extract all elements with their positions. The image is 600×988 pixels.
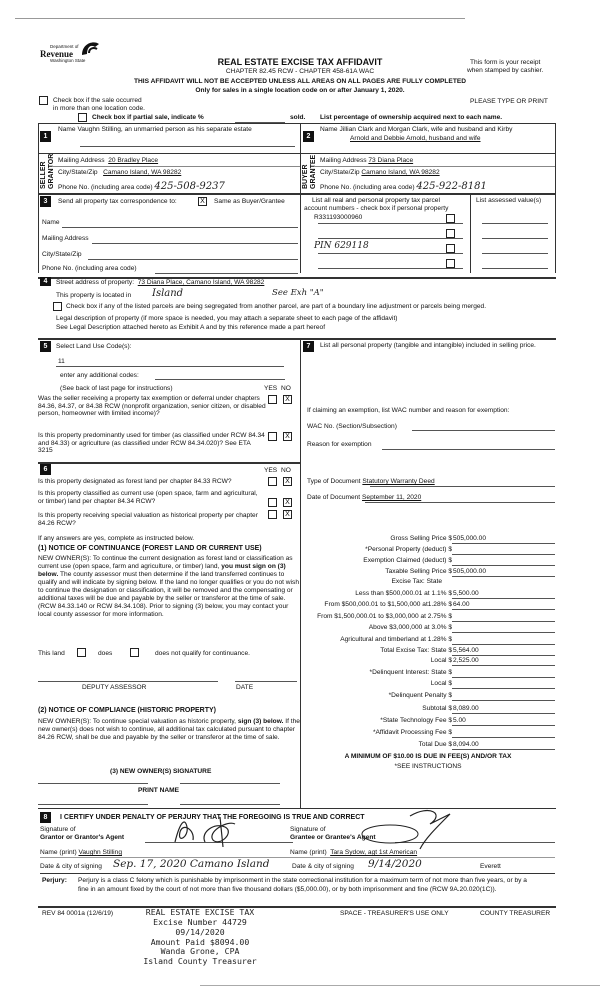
form-revision: REV 84 0001a (12/6/19)	[42, 910, 114, 917]
divider	[314, 166, 555, 167]
logo-dept: Department of	[50, 44, 79, 49]
divider	[470, 193, 471, 273]
does-not-label: does not qualify for continuance.	[155, 650, 250, 657]
tax-row-value[interactable]: 5,564.00	[453, 647, 479, 654]
seller-side-label: SELLER GRANTOR	[40, 153, 55, 189]
scan-edge	[200, 985, 600, 986]
label: Name	[320, 126, 338, 133]
stamp-line: Wanda Grone, CPA	[160, 946, 240, 957]
tax-row-label: *Delinquent Penalty $	[388, 692, 452, 699]
additional-codes-label: enter any additional codes:	[60, 372, 139, 379]
buyer-name[interactable]: Jillian Clark and Morgan Clark, wife and husband and Kirby	[339, 126, 513, 133]
personal-property-checkbox[interactable]	[446, 259, 455, 268]
tax-row-label: *Affidavit Processing Fee $	[372, 729, 452, 736]
corr-mailing-label: Mailing Address	[42, 235, 89, 242]
logo-name: Revenue	[40, 49, 73, 59]
divider	[38, 193, 556, 195]
parcels-header-2: account numbers - check box if personal property	[304, 205, 449, 212]
located-label: This property is located in	[56, 292, 132, 299]
notice-continuance-text: NEW OWNER(S): To continue the current designation as forest land or classification as current use (open space, farm and agriculture, or timber) land, you must sign on (3) below. The county assessor must then determine if the land transferred continues to qualify and will indicate by signing below. If the land no longer qualifies or you do not wish to continue the designation or classification, it will be removed and the compensating or additional taxes will be due and payable by the seller or transferor at the time of sale. (RCW 84.33.140 or RCW 84.34.108). Prior to signing (3) below, you may contact your local county assessor for more information.	[38, 555, 299, 619]
divider	[52, 166, 300, 167]
date-line[interactable]	[235, 681, 297, 682]
grantor-signature	[165, 812, 255, 852]
logo-swoosh-icon	[79, 38, 101, 58]
divider	[38, 123, 556, 124]
tax-row-label: Less than $500,000.01 at 1.1% $	[355, 590, 452, 597]
divider	[290, 857, 555, 858]
tax-row-line	[452, 576, 555, 577]
forest-yes-checkbox[interactable]	[268, 477, 277, 486]
print-name-line[interactable]	[38, 804, 148, 805]
does-not-qualify-checkbox[interactable]	[130, 648, 139, 657]
segregated-checkbox[interactable]	[53, 302, 62, 311]
scan-edge	[15, 18, 465, 19]
land-use-label: Select Land Use Code(s):	[56, 343, 132, 350]
tax-row-value[interactable]: 8,094.00	[453, 741, 479, 748]
tax-row-label: Above $3,000,000 at 3.0% $	[368, 624, 452, 631]
tax-row-label: Taxable Selling Price $	[385, 568, 452, 575]
sold-label: sold.	[290, 114, 306, 121]
tax-row-label: Local $	[430, 680, 452, 687]
current-use-question: Is this property classified as current use (open space, farm and agricultural, or timber) land per chapter 84.34 RCW?	[38, 490, 258, 505]
exemption-label: If claiming an exemption, list WAC number and reason for exemption:	[307, 407, 510, 414]
tax-row-line	[452, 565, 555, 566]
tax-row-label: Gross Selling Price $	[390, 535, 452, 542]
tax-row-value[interactable]: 2,525.00	[453, 657, 479, 664]
multi-location-label: Check box if the sale occurred	[53, 97, 142, 104]
historic-no-checkbox[interactable]: X	[283, 510, 292, 519]
divider	[300, 123, 301, 273]
property-street[interactable]: 73 Diana Place, Camano Island, WA 98282	[137, 279, 265, 286]
warning: THIS AFFIDAVIT WILL NOT BE ACCEPTED UNLESS ALL AREAS ON ALL PAGES ARE FULLY COMPLETED	[133, 78, 467, 85]
county-treasurer-label: COUNTY TREASURER	[480, 910, 551, 917]
label: Phone No. (including area code)	[320, 184, 415, 191]
print-name-label: PRINT NAME	[138, 787, 180, 794]
forest-question: Is this property designated as forest land per chapter 84.33 RCW?	[38, 478, 232, 485]
current-use-no-checkbox[interactable]: X	[283, 498, 292, 507]
only-for: Only for sales in a single location code on or after January 1, 2020.	[195, 87, 405, 94]
tax-row-label: Agricultural and timberland at 1.28% $	[340, 636, 452, 643]
send-correspondence-label: Send all property tax correspondence to:	[58, 198, 177, 205]
corr-mailing-field[interactable]	[92, 243, 298, 244]
label: Street address of property:	[56, 279, 135, 286]
divider	[38, 462, 300, 464]
assessed-value-field[interactable]	[482, 238, 548, 239]
label: City/State/Zip	[58, 169, 98, 176]
grantor-print-name[interactable]: Vaughn Stilling	[78, 849, 122, 856]
parcel-number[interactable]: PIN 629118	[314, 241, 369, 251]
seller-phone[interactable]: 425-508-9237	[154, 181, 225, 192]
grantee-print-name[interactable]: Tara Sydow, agt 1st American	[330, 849, 418, 856]
yes-header: YES	[264, 467, 278, 474]
q1-yes-checkbox[interactable]	[268, 395, 277, 404]
personal-property-label: List all personal property (tangible and intangible) included in selling price.	[320, 342, 536, 349]
divider	[38, 338, 556, 340]
divider	[38, 153, 556, 154]
seller-name-label: Name Vaughn Stilling, an unmarried person as his separate estate	[58, 126, 252, 133]
logo-state: Washington State	[50, 58, 86, 63]
corr-name-field[interactable]	[62, 227, 298, 228]
tax-row-line	[452, 554, 555, 555]
tax-row-label: *State Technology Fee $	[380, 717, 452, 724]
partial-sale-checkbox[interactable]	[78, 113, 87, 122]
located-county[interactable]: Island	[152, 288, 184, 299]
parcels-header: List all real and personal property tax parcel	[312, 197, 440, 204]
tax-row-line	[452, 688, 555, 689]
historic-yes-checkbox[interactable]	[268, 510, 277, 519]
form-title: REAL ESTATE EXCISE TAX AFFIDAVIT	[217, 57, 383, 67]
segregated-label: Check box if any of the listed parcels are being segregated from another parcel, are part of a boundary line adjustment or parcels being merged.	[66, 303, 487, 310]
multi-location-checkbox[interactable]	[39, 96, 48, 105]
assessed-value-field[interactable]	[482, 223, 548, 224]
does-qualify-checkbox[interactable]	[77, 648, 86, 657]
sig-of-label: Signature of	[40, 826, 76, 833]
assessed-value-field[interactable]	[482, 253, 548, 254]
multi-location-label-2: in more than one location code.	[53, 105, 146, 112]
list-pct-note: List percentage of ownership acquired next to each name.	[320, 114, 503, 121]
legal-desc-label: Legal description of property (if more space is needed, you may attach a separate sheet to each page of the affidavit)	[56, 315, 398, 322]
yes-header: YES	[264, 385, 278, 392]
reason-field[interactable]	[382, 449, 555, 450]
tax-row-line	[452, 609, 555, 610]
wac-field[interactable]	[412, 430, 555, 431]
label: Phone No. (including area code)	[58, 184, 153, 191]
corr-phone-field[interactable]	[155, 273, 298, 274]
forest-no-checkbox[interactable]: X	[283, 477, 292, 486]
grantor-agent-label: Grantor or Grantor's Agent	[40, 834, 125, 841]
tax-row-line	[452, 737, 555, 738]
no-header: NO	[281, 385, 291, 392]
personal-property-checkbox[interactable]	[446, 244, 455, 253]
buyer-name-2[interactable]: Arnold and Debbie Arnold, husband and wife	[350, 135, 481, 142]
certify-statement: I CERTIFY UNDER PENALTY OF PERJURY THAT THE FOREGOING IS TRUE AND CORRECT	[60, 814, 365, 821]
same-as-buyer-label: Same as Buyer/Grantee	[214, 198, 285, 205]
grantor-date-city[interactable]: Sep. 17, 2020 Camano Island	[113, 858, 270, 870]
wac-label: WAC No. (Section/Subsection)	[307, 423, 397, 430]
corr-city-field[interactable]	[88, 259, 298, 260]
tax-row-line	[452, 749, 555, 750]
section-2-number: 2	[303, 131, 314, 142]
corr-city-label: City/State/Zip	[42, 251, 82, 258]
q1-no-checkbox[interactable]: X	[283, 395, 292, 404]
date-city-label: Date & city of signing	[40, 863, 102, 870]
section-4-number: 4	[40, 277, 51, 286]
corr-name-label: Name	[42, 219, 60, 226]
tax-row-value[interactable]: 505,000.00	[453, 568, 487, 575]
please-print: PLEASE TYPE OR PRINT	[470, 98, 548, 105]
receipt-note: This form is your receipt	[470, 59, 541, 66]
buyer-mailing[interactable]: 73 Diana Place	[368, 157, 414, 164]
does-label: does	[98, 650, 113, 657]
assessed-value-field[interactable]	[482, 268, 548, 269]
label: Mailing Address	[320, 157, 367, 164]
sig-of-label-2: Signature of	[290, 826, 326, 833]
chapter: CHAPTER 82.45 RCW - CHAPTER 458-61A WAC	[225, 68, 375, 75]
this-land-label: This land	[38, 650, 65, 657]
section-8-number: 8	[40, 812, 51, 823]
divider	[555, 123, 556, 273]
tax-row-line	[452, 598, 555, 599]
seller-mailing[interactable]: 20 Bradley Place	[108, 157, 159, 164]
corr-phone-label: Phone No. (including area code)	[42, 265, 137, 272]
treasurer-stamp	[130, 908, 270, 967]
parcel-line	[318, 223, 463, 224]
new-owner-sig-line[interactable]	[38, 783, 148, 784]
tax-row-line	[452, 700, 555, 701]
tax-row-value[interactable]: 8,089.00	[453, 705, 479, 712]
section-6-number: 6	[40, 464, 51, 475]
divider	[38, 808, 556, 809]
print-name-line-2[interactable]	[180, 804, 280, 805]
partial-sale-label: Check box if partial sale, indicate %	[92, 114, 204, 121]
tax-row-line	[452, 725, 555, 726]
no-header: NO	[281, 467, 291, 474]
section-7-number: 7	[303, 341, 314, 352]
divider	[38, 123, 39, 273]
land-use-code[interactable]: 11	[58, 358, 65, 365]
tax-row-line	[452, 655, 555, 656]
current-use-yes-checkbox[interactable]	[268, 498, 277, 507]
legal-desc[interactable]: See Legal Description attached hereto as Exhibit A and by this reference made a part hereof	[56, 324, 326, 331]
tax-row-line	[452, 644, 555, 645]
deputy-sig-line[interactable]	[38, 681, 218, 682]
tax-row-value[interactable]: 5.00	[453, 717, 466, 724]
stamp-line: Amount Paid $8094.00	[150, 936, 250, 947]
divider	[40, 873, 555, 874]
doc-date[interactable]: September 11, 2020	[362, 494, 422, 501]
notice-compliance-title: (2) NOTICE OF COMPLIANCE (HISTORIC PROPERTY)	[38, 707, 216, 714]
tax-row-label: Exemption Claimed (deduct) $	[363, 557, 452, 564]
label: Date of Document	[307, 494, 361, 501]
seller-name[interactable]: Vaughn Stilling, an unmarried person as his separate estate	[77, 126, 252, 133]
label: Mailing Address	[58, 157, 105, 164]
notice-compliance-text: NEW OWNER(S): To continue special valuation as historic property, sign (3) below. If the new owner(s) does not wish to continue, all additional tax calculated pursuant to chapter 84.26 RCW, shall be due and payable by the seller or transferor at the time of sale.	[38, 718, 300, 742]
personal-property-checkbox[interactable]	[446, 229, 455, 238]
parcel-line	[318, 253, 463, 254]
see-exhibit-note: See Exh "A"	[272, 288, 324, 298]
tax-row-line	[452, 621, 555, 622]
same-as-buyer-checkbox[interactable]: X	[198, 197, 207, 206]
buyer-side-label: BUYER GRANTEE	[302, 154, 317, 189]
receipt-note-2: when stamped by cashier.	[467, 67, 544, 74]
tax-row-label: Total Excise Tax: State $	[380, 647, 452, 654]
stamp-line: 09/14/2020	[175, 926, 225, 937]
tax-row-label: Total Due $	[418, 741, 452, 748]
minimum-due-note: A MINIMUM OF $10.00 IS DUE IN FEE(S) AND/OR TAX	[344, 753, 512, 760]
grantee-city[interactable]: Everett	[480, 863, 501, 870]
see-back-note: (See back of last page for instructions)	[60, 385, 173, 392]
label: Name (print)	[290, 849, 327, 856]
divider	[370, 486, 555, 487]
label: Name (print)	[40, 849, 77, 856]
personal-property-checkbox[interactable]	[446, 214, 455, 223]
q2-no-checkbox[interactable]: X	[283, 432, 292, 441]
treasurer-space-label: SPACE - TREASURER'S USE ONLY	[340, 910, 449, 917]
buyer-city[interactable]: Camano Island, WA 98282	[361, 169, 440, 176]
perjury-label: Perjury:	[42, 877, 67, 884]
tax-row-line	[452, 713, 555, 714]
deputy-assessor-label: DEPUTY ASSESSOR	[82, 684, 147, 691]
label: Type of Document	[307, 478, 361, 485]
tax-row-label: *Delinquent Interest: State $	[369, 669, 452, 676]
grantee-date[interactable]: 9/14/2020	[368, 858, 422, 870]
parcel-line	[318, 268, 463, 269]
tax-row-value[interactable]: 505,000.00	[453, 535, 487, 542]
tax-row-line	[452, 665, 555, 666]
section-3-number: 3	[40, 196, 51, 207]
new-owner-signature-label: (3) NEW OWNER(S) SIGNATURE	[110, 768, 212, 775]
section-1-number: 1	[40, 131, 51, 142]
tax-row-label: From $1,500,000.01 to $3,000,000 at 2.75% $	[317, 613, 452, 620]
tax-row-label: Local $	[430, 657, 452, 664]
parcel-line	[318, 238, 463, 239]
exemption-question: Was the seller receiving a property tax exemption or deferral under chapters 84.36, 84.37, or 84.38 RCW (nonprofit organization, senior citizen, or disabled person, homeowner with limited income)?	[38, 395, 266, 418]
tax-row-value[interactable]: 5,500.00	[453, 590, 479, 597]
label: City/State/Zip	[320, 169, 360, 176]
doc-type[interactable]: Statutory Warranty Deed	[362, 478, 435, 485]
perjury-text: Perjury is a class C felony which is punishable by imprisonment in the state correctional institution for a maximum term of not more than five years, or by a fine in an amount fixed by the court of not more than five thousand dollars ($5,000.00), or by both imprisonment and fine (RCW 9A.20.020(1C)).	[78, 877, 527, 893]
stamp-line: Island County Treasurer	[143, 956, 257, 967]
parcel-number[interactable]: R331193000960	[314, 214, 363, 221]
historic-question: Is this property receiving special valuation as historical property per chapter 84.26 RCW?	[38, 512, 258, 527]
additional-codes-field[interactable]	[155, 379, 285, 380]
divider	[300, 338, 301, 808]
tax-row-line	[452, 677, 555, 678]
divider	[80, 146, 295, 147]
divider	[56, 366, 284, 367]
tax-row-label: From $500,000.01 to $1,500,000 at1.28% $	[324, 601, 452, 608]
new-owner-sig-line-2[interactable]	[180, 783, 280, 784]
tax-row-value[interactable]: 64.00	[453, 601, 470, 608]
q2-yes-checkbox[interactable]	[268, 432, 277, 441]
reason-label: Reason for exemption	[307, 441, 372, 448]
divider	[38, 906, 556, 908]
tax-row-label: *Personal Property (deduct) $	[365, 546, 452, 553]
tax-row-line	[452, 543, 555, 544]
grantee-agent-label: Grantee or Grantee's Agent	[290, 834, 376, 841]
divider	[365, 502, 555, 503]
grantee-signature	[360, 804, 460, 854]
see-instructions: *SEE INSTRUCTIONS	[394, 763, 462, 770]
notice-continuance-title: (1) NOTICE OF CONTINUANCE (FOREST LAND OR CURRENT USE)	[38, 545, 262, 552]
if-yes-note: If any answers are yes, complete as instructed below.	[38, 535, 195, 542]
tax-row-label: Excise Tax: State	[391, 578, 442, 585]
stamp-line: REAL ESTATE EXCISE TAX	[145, 907, 255, 917]
tax-row-label: Subtotal $	[422, 705, 452, 712]
seller-city[interactable]: Camano Island, WA 98282	[103, 169, 182, 176]
section-5-number: 5	[40, 341, 51, 352]
buyer-phone[interactable]: 425-922-8181	[416, 181, 487, 192]
date-label: DATE	[236, 684, 254, 691]
timber-question: Is this property predominantly used for timber (as classified under RCW 84.34 and 84.33) or agriculture (as classified under RCW 84.34.020)? See ETA 3215	[38, 432, 265, 455]
tax-row-line	[452, 632, 555, 633]
stamp-line: Excise Number 44729	[153, 916, 247, 927]
assessed-header: List assessed value(s)	[476, 197, 542, 204]
date-city-label-2: Date & city of signing	[292, 863, 354, 870]
